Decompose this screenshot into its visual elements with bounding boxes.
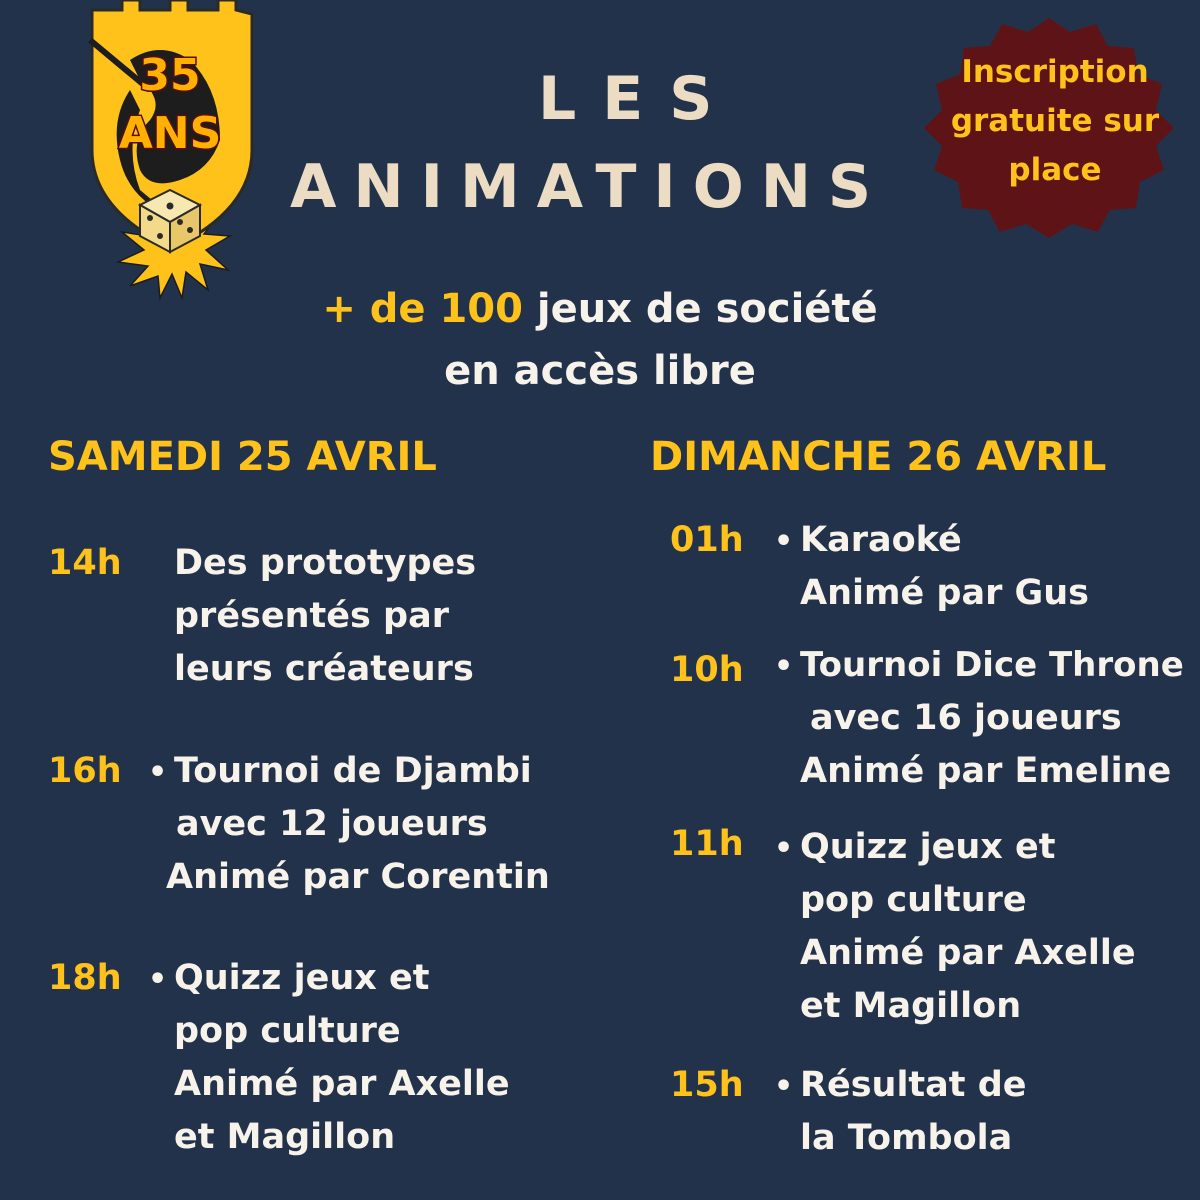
event-time: 18h xyxy=(48,958,122,998)
event-line: Quizz jeux et xyxy=(174,958,430,998)
logo-ans-text: ANS xyxy=(118,108,222,159)
event-line: présentés par xyxy=(174,596,449,636)
event-line: et Magillon xyxy=(174,1117,396,1157)
sunday-heading: DIMANCHE 26 AVRIL xyxy=(650,434,1107,480)
bullet-icon: • xyxy=(148,755,168,790)
event-line: leurs créateurs xyxy=(174,649,474,689)
badge-line-1: Inscription xyxy=(961,54,1149,90)
intro-highlight: + de 100 xyxy=(322,286,523,332)
event-line: et Magillon xyxy=(800,986,1022,1026)
event-line: Des prototypes xyxy=(174,543,477,583)
intro-line-2: en accès libre xyxy=(444,348,756,394)
event-line: Tournoi de Djambi xyxy=(174,751,532,791)
event-line: la Tombola xyxy=(800,1118,1013,1158)
event-line: Animé par Axelle xyxy=(174,1064,510,1104)
intro-rest: jeux de société xyxy=(522,286,878,332)
event-line: Animé par Emeline xyxy=(800,751,1172,791)
bullet-icon: • xyxy=(774,649,794,684)
event-line: pop culture xyxy=(174,1011,401,1051)
event-line: pop culture xyxy=(800,880,1027,920)
festival-logo xyxy=(70,0,270,300)
logo-35-text: 35 xyxy=(139,50,201,101)
event-line: Animé par Axelle xyxy=(800,933,1136,973)
event-line: Karaoké xyxy=(800,520,962,560)
event-line: avec 16 joueurs xyxy=(810,698,1122,738)
event-time: 16h xyxy=(48,751,122,791)
event-time: 15h xyxy=(670,1065,744,1105)
shield-emblem-icon xyxy=(70,0,270,300)
bullet-icon: • xyxy=(774,524,794,559)
bullet-icon: • xyxy=(774,831,794,866)
bullet-icon: • xyxy=(148,962,168,997)
event-line: Animé par Corentin xyxy=(166,857,550,897)
event-time: 11h xyxy=(670,824,744,864)
event-line: Tournoi Dice Throne xyxy=(800,645,1184,685)
intro-line-1 xyxy=(0,286,1200,332)
event-line: Résultat de xyxy=(800,1065,1027,1105)
event-time: 01h xyxy=(670,520,744,560)
page-title-line2: ANIMATIONS xyxy=(290,152,889,222)
event-time: 14h xyxy=(48,543,122,583)
badge-line-3: place xyxy=(1008,152,1102,188)
event-time: 10h xyxy=(670,650,744,690)
saturday-heading: SAMEDI 25 AVRIL xyxy=(48,434,437,480)
event-line: Quizz jeux et xyxy=(800,827,1056,867)
event-line: avec 12 joueurs xyxy=(176,804,488,844)
event-line: Animé par Gus xyxy=(800,573,1089,613)
badge-line-2: gratuite sur xyxy=(950,103,1160,139)
bullet-icon: • xyxy=(774,1069,794,1104)
page-title-line1: LES xyxy=(538,64,739,134)
registration-badge-text xyxy=(935,48,1175,195)
